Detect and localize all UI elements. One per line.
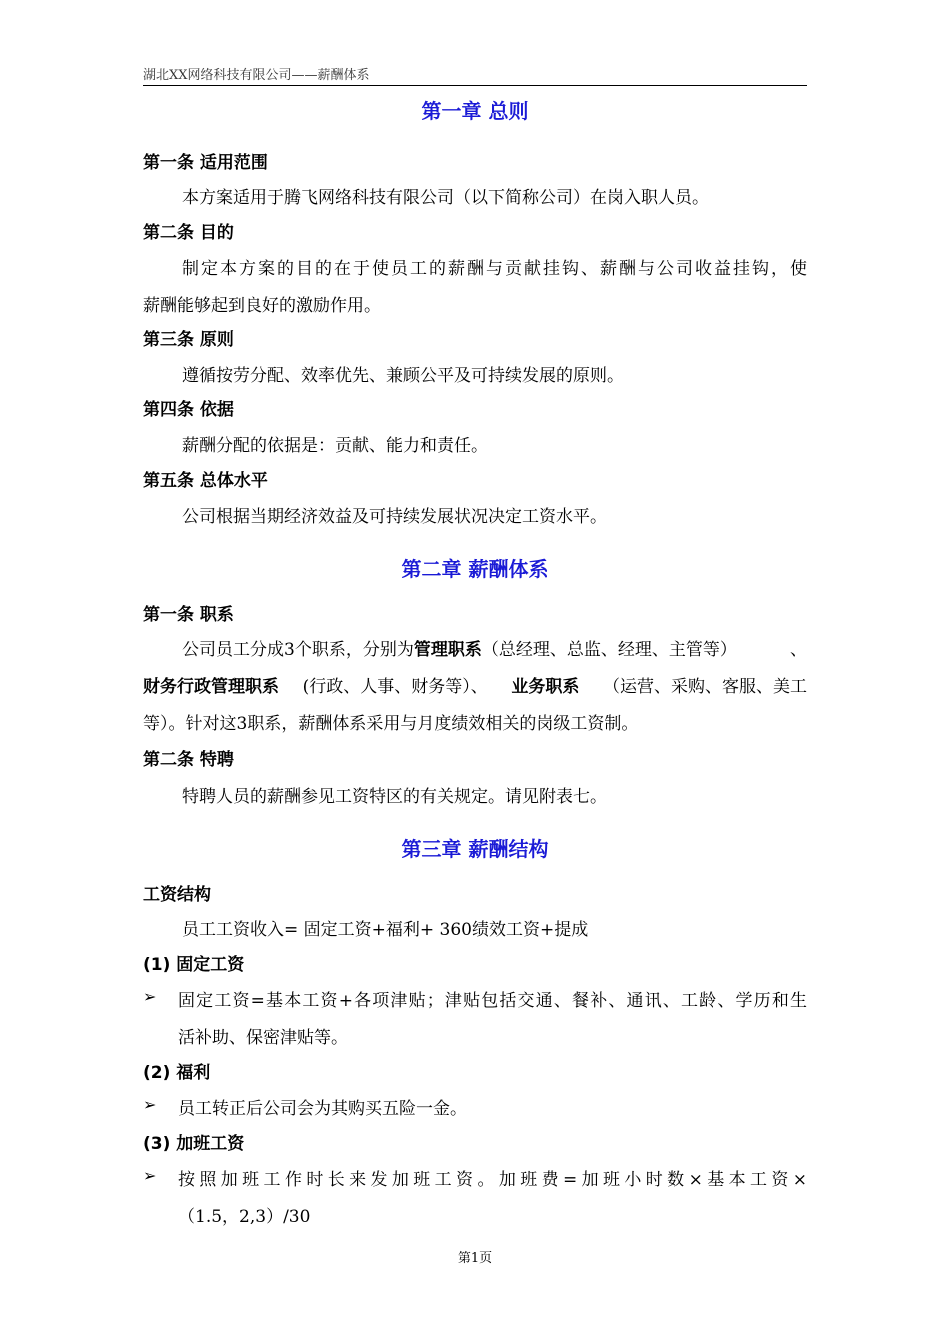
ch1-article-1-text: 本方案适用于腾飞网络科技有限公司（以下简称公司）在岗入职人员。: [182, 188, 709, 208]
job-series-separator: 、: [790, 640, 807, 660]
welfare-line1: 员工转正后公司会为其购买五险一金。: [178, 1099, 467, 1119]
business-series: 业务职系: [511, 677, 580, 697]
section-overtime-title: (3) 加班工资: [143, 1134, 245, 1154]
wage-structure-heading: 工资结构: [143, 885, 211, 905]
overtime-line1: 按照加班工作时长来发加班工资。加班费=加班小时数×基本工资×: [178, 1170, 807, 1190]
ch1-article-4-text: 薪酬分配的依据是：贡献、能力和责任。: [182, 436, 488, 456]
section-fixed-wage-title: (1) 固定工资: [143, 955, 245, 975]
bullet-arrow-icon: ➢: [143, 987, 157, 1006]
overtime-line2: （1.5，2,3）/30: [178, 1207, 311, 1227]
ch2-article-1-line3: 等）。针对这3职系，薪酬体系采用与月度绩效相关的岗级工资制。: [143, 714, 639, 734]
ch1-article-2-title: 第二条 目的: [143, 223, 234, 243]
ch1-article-5-title: 第五条 总体水平: [143, 471, 268, 491]
wage-formula: 员工工资收入= 固定工资+福利+ 360绩效工资+提成: [182, 920, 589, 940]
ch2-article-2-text: 特聘人员的薪酬参见工资特区的有关规定。请见附表七。: [182, 787, 607, 807]
ch1-article-5-text: 公司根据当期经济效益及可持续发展状况决定工资水平。: [182, 507, 607, 527]
ch2-article-1-line1: [182, 635, 807, 660]
ch2-article-1-line2: 财务行政管理职系 (行政、人事、财务等）、 业务职系 （运营、采购、客服、美工: [143, 672, 807, 697]
ch1-article-4-title: 第四条 依据: [143, 400, 234, 420]
section-welfare-title: (2) 福利: [143, 1063, 211, 1083]
chapter-1-title: 第一章 总则: [421, 99, 529, 123]
job-series-intro-text: 公司员工分成3个职系，分别为管理职系（总经理、总监、经理、主管等）: [182, 640, 737, 660]
bullet-arrow-icon: ➢: [143, 1095, 157, 1114]
ch1-article-2-line1: 制定本方案的目的在于使员工的薪酬与贡献挂钩、薪酬与公司收益挂钩，使: [182, 259, 807, 279]
fixed-wage-line1: 固定工资=基本工资+各项津贴；津贴包括交通、餐补、通讯、工龄、学历和生: [178, 991, 807, 1011]
ch1-article-2-line2: 薪酬能够起到良好的激励作用。: [143, 296, 381, 316]
finance-admin-series: 财务行政管理职系: [143, 677, 279, 697]
ch1-article-1-title: 第一条 适用范围: [143, 153, 268, 173]
ch1-article-3-text: 遵循按劳分配、效率优先、兼顾公平及可持续发展的原则。: [182, 366, 624, 386]
ch2-article-1-title: 第一条 职系: [143, 605, 234, 625]
fixed-wage-line2: 活补助、保密津贴等。: [178, 1028, 348, 1048]
bullet-arrow-icon: ➢: [143, 1166, 157, 1185]
ch1-article-3-title: 第三条 原则: [143, 330, 234, 350]
ch2-article-2-title: 第二条 特聘: [143, 750, 234, 770]
chapter-2-title: 第二章 薪酬体系: [401, 557, 549, 581]
page-header: 湖北XX网络科技有限公司——薪酬体系: [143, 66, 807, 86]
chapter-3-title: 第三章 薪酬结构: [401, 837, 549, 861]
page-number: 第1页: [457, 1251, 493, 1266]
